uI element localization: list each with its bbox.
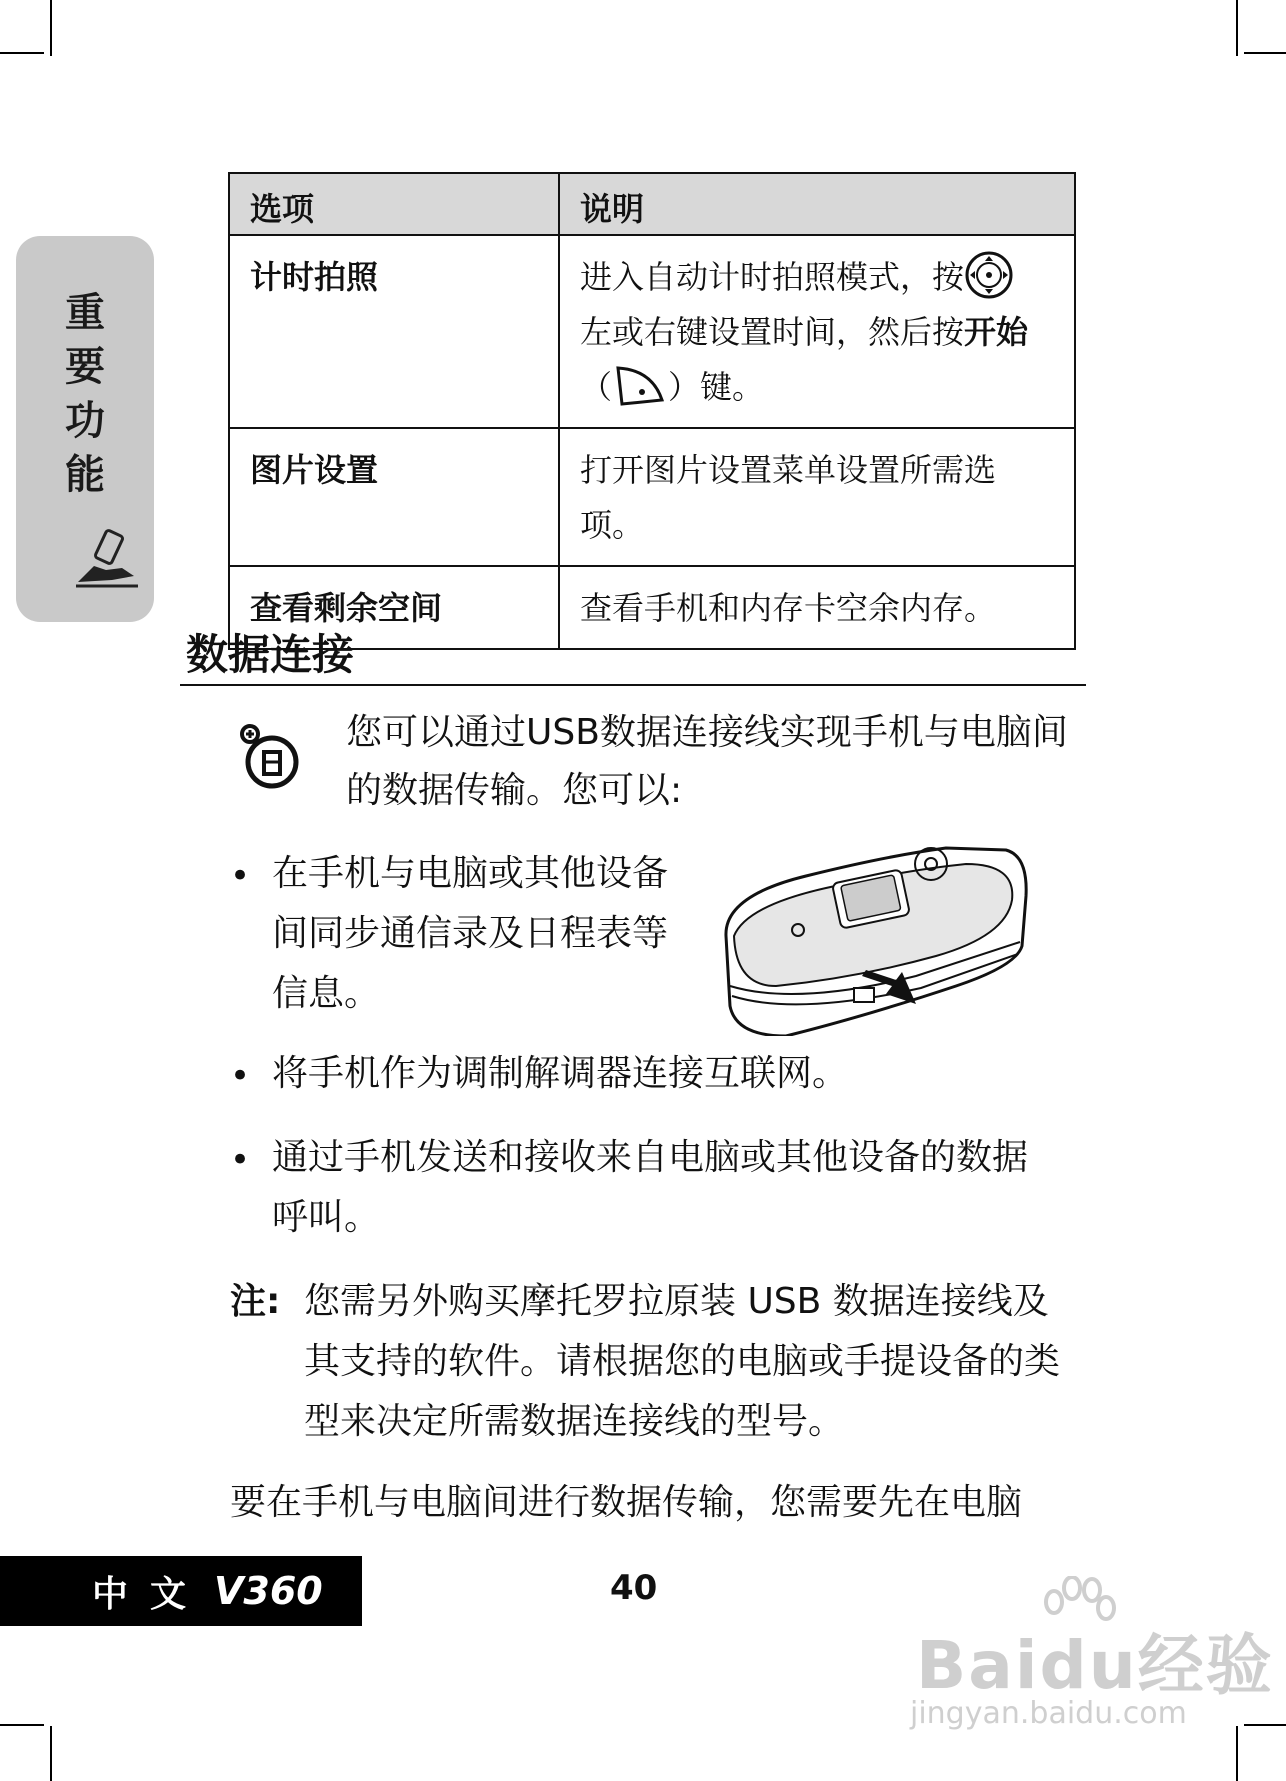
desc-text: （ — [580, 368, 613, 406]
note-label: 注: — [230, 1281, 281, 1322]
side-tab-label — [16, 286, 154, 502]
bullet-line: 通过手机发送和接收来自电脑或其他设备的数据 — [272, 1137, 1029, 1178]
body-paragraph: 要在手机与电脑间进行数据传输，您需要先在电脑 — [230, 1482, 1023, 1523]
crop-mark — [0, 52, 44, 54]
desc-text: 进入自动计时拍照模式，按 — [580, 258, 965, 296]
table-header-option: 选项 — [229, 173, 559, 235]
start-key-label: 开始 — [964, 313, 1029, 351]
table-row — [229, 428, 1075, 566]
watermark-main: Baidu经验 — [916, 1627, 1274, 1704]
footer-language: 中文 — [92, 1573, 209, 1615]
nav-key-icon — [964, 250, 1014, 300]
bullet-line: 呼叫。 — [272, 1197, 381, 1238]
crop-mark — [50, 0, 52, 56]
watermark-url: jingyan.baidu.com — [910, 1696, 1187, 1731]
option-desc: 打开图片设置菜单设置所需选项。 — [559, 428, 1075, 566]
crop-mark — [1244, 1724, 1286, 1726]
side-tab-char: 重 — [65, 289, 105, 336]
footer-brand — [0, 1556, 362, 1626]
crop-mark — [1244, 52, 1286, 54]
note-line: 其支持的软件。请根据您的电脑或手提设备的类 — [304, 1341, 1061, 1382]
section-divider — [180, 684, 1086, 686]
note-line: 型来决定所需数据连接线的型号。 — [304, 1401, 845, 1442]
table-row — [229, 235, 1075, 428]
bullet-line: 信息。 — [272, 973, 381, 1014]
bullet-marker: • — [230, 1056, 251, 1096]
bullet-line: 将手机作为调制解调器连接互联网。 — [272, 1053, 849, 1094]
table-header-row — [229, 173, 1075, 235]
section-title: 数据连接 — [186, 630, 355, 679]
page-number: 40 — [610, 1568, 658, 1608]
bullet-item — [272, 1128, 1028, 1248]
data-connection-icon — [240, 722, 300, 790]
bullet-item — [272, 844, 668, 1024]
bullet-line: 在手机与电脑或其他设备 — [272, 853, 669, 894]
option-desc — [559, 235, 1075, 428]
desc-text: ）键。 — [668, 368, 765, 406]
note-line: 您需另外购买摩托罗拉原装 USB 数据连接线及 — [304, 1281, 1049, 1322]
bullet-line: 间同步通信录及日程表等 — [272, 913, 669, 954]
bullet-marker: • — [230, 1140, 251, 1180]
option-desc: 查看手机和内存卡空余内存。 — [559, 566, 1075, 649]
option-name: 查看剩余空间 — [229, 566, 559, 649]
side-tab — [16, 236, 154, 622]
desc-text: 左或右键设置时间，然后按 — [580, 313, 965, 351]
table-header-desc: 说明 — [559, 173, 1075, 235]
crop-mark — [1236, 0, 1238, 56]
bullet-item — [272, 1044, 848, 1104]
bullet-marker: • — [230, 856, 251, 896]
side-tab-char: 功 — [65, 397, 105, 444]
option-name: 图片设置 — [229, 428, 559, 566]
soft-key-icon — [612, 364, 668, 408]
crop-mark — [0, 1724, 44, 1726]
phone-usb-port-illustration — [716, 836, 1036, 1036]
footer-model: V360 — [214, 1569, 323, 1613]
crop-mark — [50, 1726, 52, 1781]
side-tab-char: 能 — [65, 451, 105, 498]
side-tab-char: 要 — [65, 343, 105, 390]
options-table — [228, 172, 1076, 650]
table-row — [229, 566, 1075, 649]
note-body — [304, 1272, 1088, 1452]
intro-text: 您可以通过USB数据连接线实现手机与电脑间的数据传输。您可以: — [346, 712, 1068, 811]
phone-hand-icon — [72, 526, 144, 590]
option-name: 计时拍照 — [229, 235, 559, 428]
crop-mark — [1236, 1726, 1238, 1781]
